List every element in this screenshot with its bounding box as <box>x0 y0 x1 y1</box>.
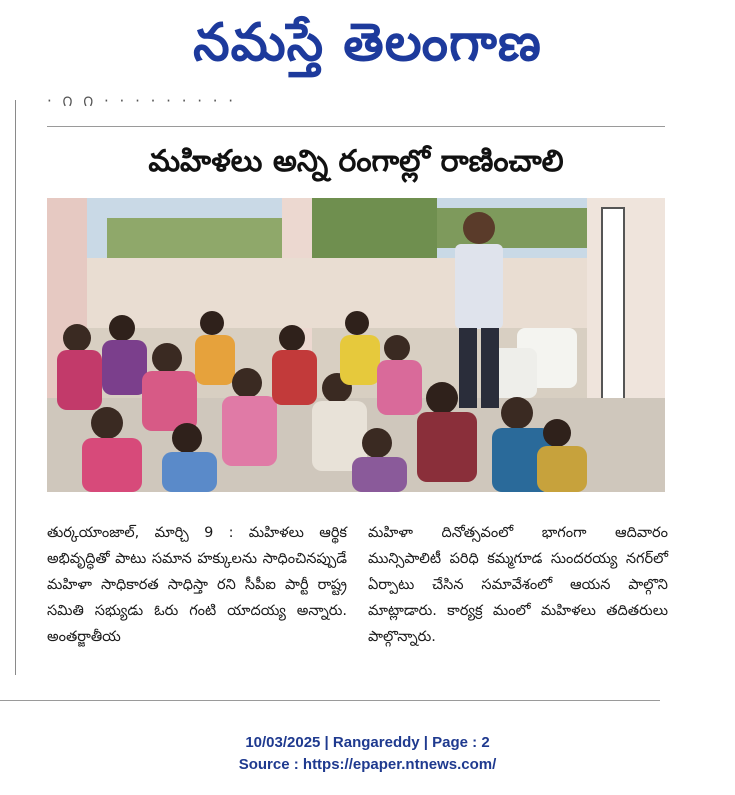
article-top-rule <box>47 126 665 127</box>
article-body-right-column: మహిళా దినోత్సవంలో భాగంగా ఆదివారం మున్సిపాలిటీ పరిధి కమ్మగూడ సుందరయ్య నగర్‌లో ఏర్పాటు చేసిన సమావేశంలో ఆయన పాల్గొని మాట్లాడారు. కార్యక్ర మంలో మహిళలు తదితరులు పాల్గొన్నారు. <box>368 525 668 645</box>
footer-source-link[interactable]: Source : https://epaper.ntnews.com/ <box>238 756 497 773</box>
article-headline: మహిళలు అన్ని రంగాల్లో రాణించాలి <box>148 144 564 179</box>
column-divider <box>15 100 16 675</box>
source-footer <box>0 732 735 776</box>
article-bottom-rule <box>0 700 660 701</box>
footer-date-edition: 10/03/2025 | Rangareddy | Page : 2 <box>245 734 490 751</box>
article-body-left-column: తుర్కయాంజాల్, మార్చి 9 : మహిళలు ఆర్థిక అభివృద్ధితో పాటు సమాన హక్కులను సాధించినప్పుడే మహిళా సాధికారత సాధిస్తా రని సీపీఐ పార్టీ రాష్ట్ర సమితి సభ్యుడు ఓరు గంటి యాదయ్య అన్నారు. అంతర్జాతీయ <box>47 525 347 645</box>
article-photo <box>47 198 665 492</box>
newspaper-masthead: నమస్తే తెలంగాణ <box>193 13 542 73</box>
cropped-text-strip: · ౧ ౧ · · · · · · · · · <box>47 92 237 108</box>
